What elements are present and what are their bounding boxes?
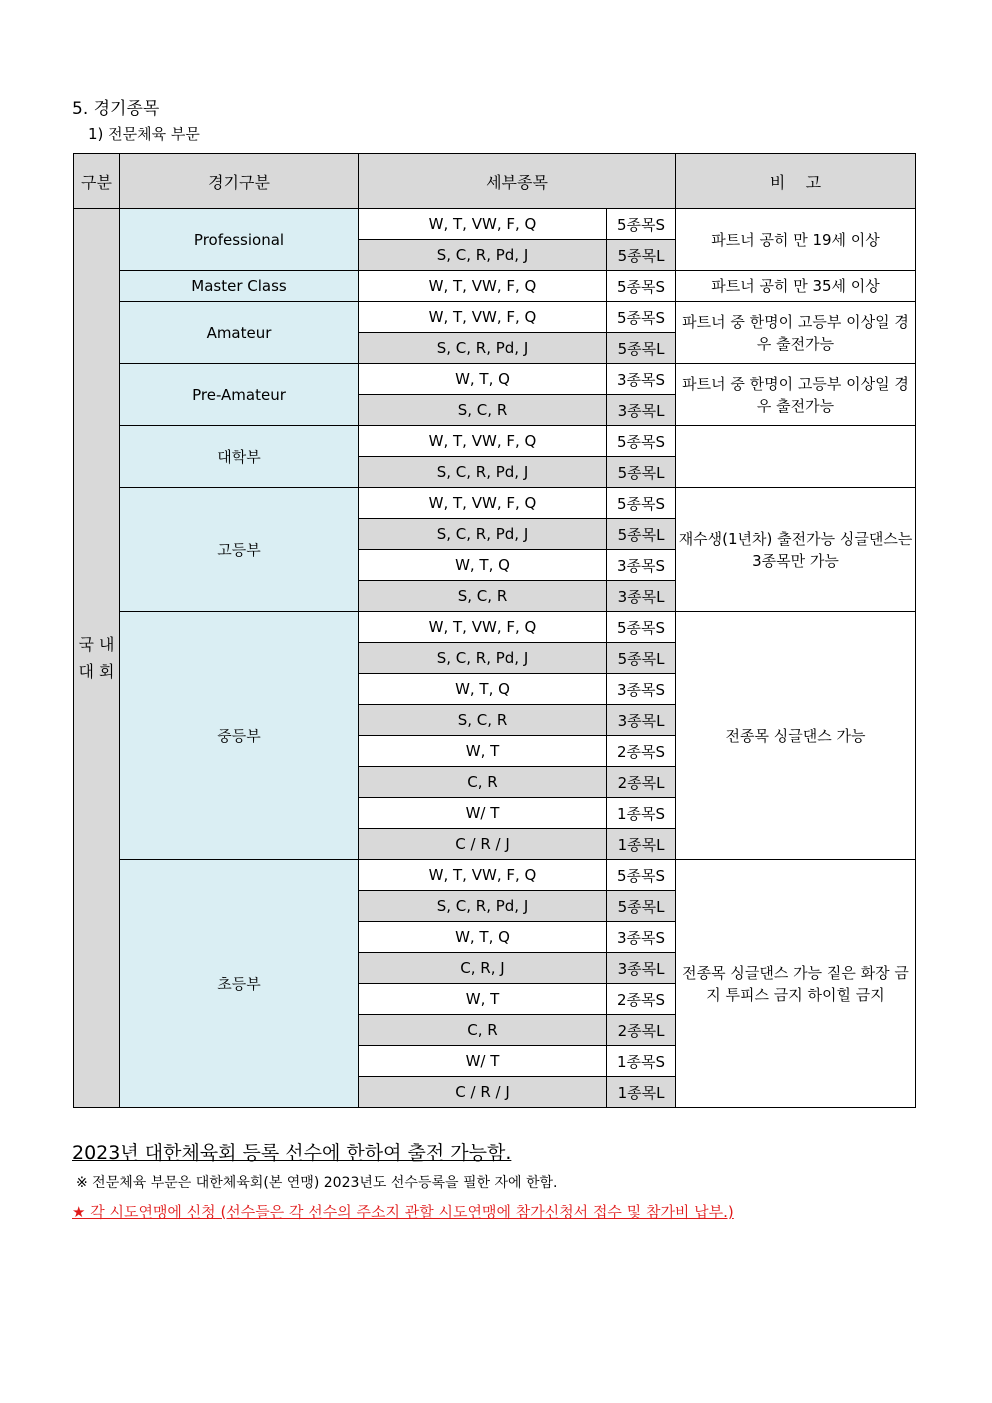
table-row [74,860,916,891]
remarks-cell: 파트너 중 한명이 고등부 이상일 경우 출전가능 [676,364,916,426]
event-count-cell: 5종목S [607,612,676,643]
event-count-cell: 1종목L [607,1077,676,1108]
events-cell: W/ T [359,798,607,829]
category-cell: 초등부 [120,860,359,1108]
application-instruction: ★ 각 시도연맹에 신청 (선수들은 각 선수의 주소지 관할 시도연맹에 참가신청서 접수 및 참가비 납부.) [72,1203,734,1221]
section-subheading: 1) 전문체육 부문 [88,125,200,143]
event-count-cell: 1종목S [607,1046,676,1077]
header-category: 경기구분 [120,154,359,209]
table-row [74,612,916,643]
events-cell: W, T, Q [359,364,607,395]
remarks-cell: 파트너 공히 만 19세 이상 [676,209,916,271]
event-count-cell: 2종목S [607,736,676,767]
table-row [74,426,916,457]
category-cell: 중등부 [120,612,359,860]
table-row [74,488,916,519]
events-cell: W, T [359,736,607,767]
events-cell: W, T, VW, F, Q [359,271,607,302]
events-cell: S, C, R, Pd, J [359,519,607,550]
remarks-cell: 재수생(1년차) 출전가능 싱글댄스는 3종목만 가능 [676,488,916,612]
events-cell: S, C, R, Pd, J [359,333,607,364]
table-body [74,209,916,1108]
event-count-cell: 5종목S [607,860,676,891]
remarks-cell: 파트너 공히 만 35세 이상 [676,271,916,302]
event-count-cell: 5종목S [607,426,676,457]
events-cell: C / R / J [359,1077,607,1108]
events-cell: S, C, R, Pd, J [359,240,607,271]
events-cell: W, T, VW, F, Q [359,426,607,457]
remarks-cell: 전종목 싱글댄스 가능 [676,612,916,860]
events-cell: S, C, R, Pd, J [359,643,607,674]
category-cell: Master Class [120,271,359,302]
events-table [73,153,916,1108]
events-cell: W, T, VW, F, Q [359,209,607,240]
event-count-cell: 5종목L [607,891,676,922]
events-cell: S, C, R, Pd, J [359,457,607,488]
event-count-cell: 5종목L [607,457,676,488]
events-cell: S, C, R [359,581,607,612]
events-cell: W, T, VW, F, Q [359,488,607,519]
header-remarks: 비 고 [676,154,916,209]
table-row [74,364,916,395]
remarks-cell: 전종목 싱글댄스 가능 짙은 화장 금지 투피스 금지 하이힐 금지 [676,860,916,1108]
category-cell: Professional [120,209,359,271]
event-count-cell: 5종목S [607,271,676,302]
event-count-cell: 1종목L [607,829,676,860]
event-count-cell: 5종목S [607,209,676,240]
event-count-cell: 2종목L [607,1015,676,1046]
events-cell: W, T, VW, F, Q [359,860,607,891]
event-count-cell: 3종목L [607,953,676,984]
event-count-cell: 5종목S [607,302,676,333]
event-count-cell: 3종목S [607,550,676,581]
event-count-cell: 3종목L [607,395,676,426]
events-cell: W/ T [359,1046,607,1077]
events-cell: W, T, VW, F, Q [359,612,607,643]
events-cell: W, T, Q [359,922,607,953]
event-count-cell: 3종목S [607,922,676,953]
table-row [74,209,916,240]
events-cell: W, T [359,984,607,1015]
division-cell: 국 내 대 회 [74,209,120,1108]
event-count-cell: 3종목L [607,705,676,736]
events-cell: C, R [359,1015,607,1046]
category-cell: 고등부 [120,488,359,612]
event-count-cell: 3종목L [607,581,676,612]
event-count-cell: 3종목S [607,364,676,395]
event-count-cell: 2종목L [607,767,676,798]
events-cell: W, T, VW, F, Q [359,302,607,333]
category-cell: 대학부 [120,426,359,488]
category-cell: Pre-Amateur [120,364,359,426]
event-count-cell: 5종목L [607,240,676,271]
events-cell: S, C, R, Pd, J [359,891,607,922]
events-cell: W, T, Q [359,674,607,705]
section-heading: 5. 경기종목 [72,99,160,119]
events-cell: S, C, R [359,395,607,426]
event-count-cell: 3종목S [607,674,676,705]
event-count-cell: 1종목S [607,798,676,829]
registration-note: ※ 전문체육 부문은 대한체육회(본 연맹) 2023년도 선수등록을 필한 자에 한함. [76,1175,558,1191]
events-cell: S, C, R [359,705,607,736]
table-row [74,302,916,333]
table-header-row [74,154,916,209]
remarks-cell [676,426,916,488]
header-events: 세부종목 [359,154,676,209]
event-count-cell: 5종목S [607,488,676,519]
event-count-cell: 5종목L [607,333,676,364]
events-cell: W, T, Q [359,550,607,581]
event-count-cell: 5종목L [607,643,676,674]
category-cell: Amateur [120,302,359,364]
events-cell: C, R, J [359,953,607,984]
event-count-cell: 2종목S [607,984,676,1015]
header-division: 구분 [74,154,120,209]
table-row [74,271,916,302]
remarks-cell: 파트너 중 한명이 고등부 이상일 경우 출전가능 [676,302,916,364]
event-count-cell: 5종목L [607,519,676,550]
eligibility-notice: 2023년 대한체육회 등록 선수에 한하여 출전 가능함. [72,1142,512,1164]
events-cell: C / R / J [359,829,607,860]
events-cell: C, R [359,767,607,798]
